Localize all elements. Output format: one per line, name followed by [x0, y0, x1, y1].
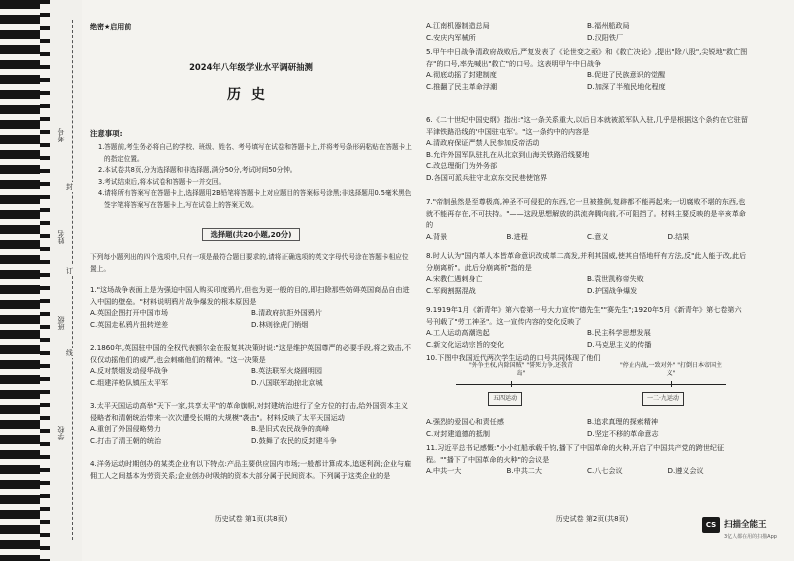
seal-dashed-line: [72, 20, 73, 540]
note-item: 3.考试结束后,将本试卷和答题卡一并交回。: [98, 177, 226, 186]
binding-stripes-inner: [40, 0, 50, 561]
movement-label-may-fourth: 五四运动: [488, 392, 522, 406]
note-item: 4.请将所有答案写在答题卡上,选择题用2B铅笔将答题卡上对应题目的答案标号涂黑;非选择题用0.5毫米黑色签字笔将答案写在答题卡上,写在试卷上的答案无效。: [98, 189, 412, 209]
question-9: [426, 304, 748, 350]
subject-title: 历史: [227, 87, 275, 103]
option-b: B.进程: [506, 231, 528, 241]
question-stem: 8.时人认为"国内革人本皆革命意识改成革二高发,并利其国威,使其自悟地杆有方法,反"此人能于改,此后分崩离析"。此后分崩离析"指的是: [426, 251, 747, 272]
page-1-column: [90, 0, 412, 561]
movement-label-december-ninth: 一二·九运动: [642, 392, 684, 406]
option-d: D.坚定不移的革命意志: [587, 428, 659, 438]
timeline-tick-right: [671, 381, 672, 387]
question-2: [90, 342, 412, 388]
option-b: B.清政府抗拒外国鸦片: [251, 308, 322, 318]
option-b: B.福州船政局: [587, 21, 630, 30]
section-heading: [90, 229, 412, 241]
question-3: [90, 400, 412, 446]
question-stem: 1."这场战争表面上是为强迫中国人购买印度鸦片,但也为更一般的目的,即扫除那些妨碍英国商品自由进入中国的壁垒。"材料说明鸦片战争爆发的根本原因是: [90, 285, 410, 306]
section-instructions: 下列每小题列出的四个选项中,只有一项是最符合题目要求的,请将正确选项的英文字母代号涂在答题卡相应位置上。: [90, 253, 409, 273]
question-stem: 5.甲午中日战争清政府战败后,严复发表了《论世变之亟》和《救亡决论》,提出"除八股",尖锐地"救亡图存"的口号,率先喊出"救亡"的口号。这表明甲午中日战争: [426, 47, 748, 68]
scanner-watermark: [702, 515, 788, 545]
note-item: 2.本试卷共8页,分为选择题和非选择题,满分50分,考试时间50分钟。: [98, 166, 297, 175]
note-item: 1.答题前,考生务必将自己的学校、班级、姓名、考号填写在试卷和答题卡上,并将考号条形码粘贴在答题卡上的指定位置。: [98, 143, 412, 163]
option-d: D.结果: [667, 231, 690, 241]
option-a: A.强烈的爱国心和责任感: [426, 417, 504, 426]
question-options: [426, 69, 748, 92]
option-b: B.促进了民族意识的觉醒: [587, 70, 666, 80]
question-options: [426, 327, 748, 350]
binding-stripes: [0, 0, 40, 561]
option-a: A.清政府保证严禁人民参加反帝活动: [426, 138, 540, 148]
option-a: A.英国企图打开中国市场: [90, 308, 168, 318]
option-c: C.新文化运动宗旨的变化: [426, 339, 505, 349]
option-c: C.打击了清王朝的统治: [90, 435, 162, 445]
question-6: [426, 114, 748, 184]
binding-margin: [0, 0, 82, 561]
scanner-tagline: 3亿人都在用的扫描App: [724, 534, 777, 540]
question-stem: 6.《二十世纪中国史纲》指出:"这一条关系重大,以后日本就被派军队入驻,几乎是根据这个条约在它驻留平津铁路沿线的'中国驻屯军'。"这一条约中的内容是: [426, 115, 748, 136]
timeline-axis: [456, 384, 726, 385]
camscanner-logo-icon: CS: [702, 517, 720, 533]
option-b: B.追求真理的探索精神: [587, 417, 658, 426]
notes-heading: 注意事项:: [90, 129, 123, 138]
question-options: [426, 416, 748, 439]
margin-label-banji: 班级: [57, 316, 65, 330]
notes-list: [90, 142, 412, 212]
option-c: C.改总理衙门为外务部: [426, 161, 498, 171]
question-stem: 9.1919年1月《新青年》第六卷第一号大力宣传"德先生""赛先生";1920年5月《新青年》第七卷第六号刊载了"劳工神圣"。这一宣传内容的变化反映了: [426, 305, 742, 326]
margin-label-xingming: 姓名: [57, 230, 65, 244]
confidential-mark: 绝密★启用前: [90, 23, 132, 31]
slogan-text-right: "停止内战,一致对外" "打倒日本帝国主义": [619, 362, 723, 377]
option-c: C.组建洋枪队镇压太平军: [90, 377, 169, 387]
question-10-options: [426, 416, 748, 439]
question-options: [426, 20, 748, 43]
question-options: [90, 365, 412, 388]
option-c: C.推翻了民主革命浮潮: [426, 81, 498, 91]
option-b: B.民主科学思想发展: [587, 328, 651, 338]
timeline-tick-left: [511, 381, 512, 387]
option-d: D.护国战争爆发: [587, 285, 638, 295]
question-options: [90, 307, 412, 330]
option-d: D.马克思主义的传播: [587, 339, 652, 349]
option-c: C.对封建道德的抵制: [426, 428, 490, 438]
question-options: [426, 273, 748, 296]
question-5: [426, 46, 748, 92]
option-b: B.是旧式农民战争的高峰: [251, 424, 330, 434]
option-d: D.遵义会议: [667, 466, 704, 476]
exam-title: 2024年八年级学业水平调研抽测: [189, 62, 313, 72]
section-heading-text: 选择题(共20小题,20分): [202, 228, 301, 241]
option-d: D.汉阳铁厂: [587, 32, 624, 42]
question-options: [426, 231, 748, 243]
question-stem: 11.习近平总书记感慨:"小小红船承载千钧,播下了中国革命的火种,开启了中国共产党的跨世纪征程。""播下了中国革命的火种"的会议是: [426, 443, 725, 464]
page-footer-1: 历史试卷 第1页(共8页): [214, 515, 288, 523]
option-b: B.允许外国军队驻扎在从北京到山海关铁路沿线要地: [426, 149, 590, 159]
page-2-column: [426, 0, 758, 561]
option-c: C.八七会议: [587, 466, 623, 476]
seal-text-feng: 封: [66, 183, 73, 191]
question-4: [90, 458, 412, 481]
question-1: [90, 284, 412, 330]
question-8: [426, 250, 748, 296]
option-a: A.中共一大: [426, 466, 462, 476]
scanner-app-name: 扫描全能王: [724, 520, 767, 530]
option-c: C.军阀割据混战: [426, 285, 476, 295]
option-b: B.英法联军火烧圆明园: [251, 366, 322, 376]
question-stem: 10.下图中我国近代两次学生运动的口号共同体现了他们: [426, 353, 601, 362]
option-a: A.背景: [426, 231, 448, 241]
option-a: A.重创了外国侵略势力: [90, 424, 161, 434]
question-11: [426, 442, 748, 477]
option-d: D.八国联军劫掠北京城: [251, 377, 323, 387]
question-options: [90, 423, 412, 446]
question-options: [426, 465, 748, 477]
option-a: A.工人运动高潮迭起: [426, 328, 490, 338]
seal-text-xian: 线: [66, 349, 73, 357]
option-a: A.彻底动摇了封建制度: [426, 70, 497, 80]
question-stem: 3.太平天国运动高举"天下一家,共享太平"的革命旗帜,对封建统治进行了全方位的打击,给外国资本主义侵略者和清朝统治带来一次次遭受长期的大规模"袭击"。材料反映了太平天国运动: [90, 401, 408, 422]
slogan-text-left: "外争主权,内除国贼" "誓死力争,还我青岛": [468, 362, 573, 377]
option-c: C.意义: [587, 231, 609, 241]
question-7: [426, 196, 748, 242]
option-d: D.各国可派兵驻守北京东交民巷使馆界: [426, 172, 548, 182]
margin-label-xuexiao: 学校: [57, 426, 65, 440]
option-a: A.宋教仁遇刺身亡: [426, 274, 483, 284]
option-d: D.鼓舞了农民的反封建斗争: [251, 435, 337, 445]
option-b: B.袁世凯称帝失败: [587, 274, 644, 284]
question-stem: 2.1860年,英国驻中国的全权代表额尔金在报复其决策时说:"这是维护英国尊严的必要手段,将之致击,不仅仅动摇他们的威严,也会刺痛他们的精神。"这一决策是: [90, 343, 411, 364]
option-c: C.英国走私鸦片扭转逆差: [90, 319, 169, 329]
option-d: D.林则徐虎门销烟: [251, 319, 309, 329]
question-stem: 7."帝制虽然是至尊极高,神圣不可侵犯的东西,它一旦被推倒,复辟都不能再起来;一切腐败不堪的东西,也就不能再存在,不可扶持。"——这段思想解放的洪流奔腾向前,不可阻挡了。材料主要反映的是辛亥革命的: [426, 197, 746, 230]
option-a: A.江南机器制造总局: [426, 21, 490, 30]
margin-label-kaohao: 考号: [57, 128, 65, 142]
option-a: A.反对禁烟发动侵华战争: [90, 366, 168, 376]
seal-text-ding: 订: [66, 267, 73, 275]
option-d: D.加深了半殖民地化程度: [587, 81, 666, 91]
slogan-timeline-figure: [426, 362, 758, 418]
page-footer-2: 历史试卷 第2页(共8页): [555, 515, 629, 523]
question-4-options: [426, 20, 748, 43]
option-c: C.安庆内军械所: [426, 32, 476, 42]
option-b: B.中共二大: [506, 466, 542, 476]
question-stem: 4.洋务运动时期创办的某类企业有以下特点:产品主要供应国内市场;一般都计算成本,追逐利润;企业与雇佣工人之间基本为劳资关系;企业创办时吸纳的资本大部分属于民间资本。下列属于这类企业的是: [90, 459, 412, 480]
